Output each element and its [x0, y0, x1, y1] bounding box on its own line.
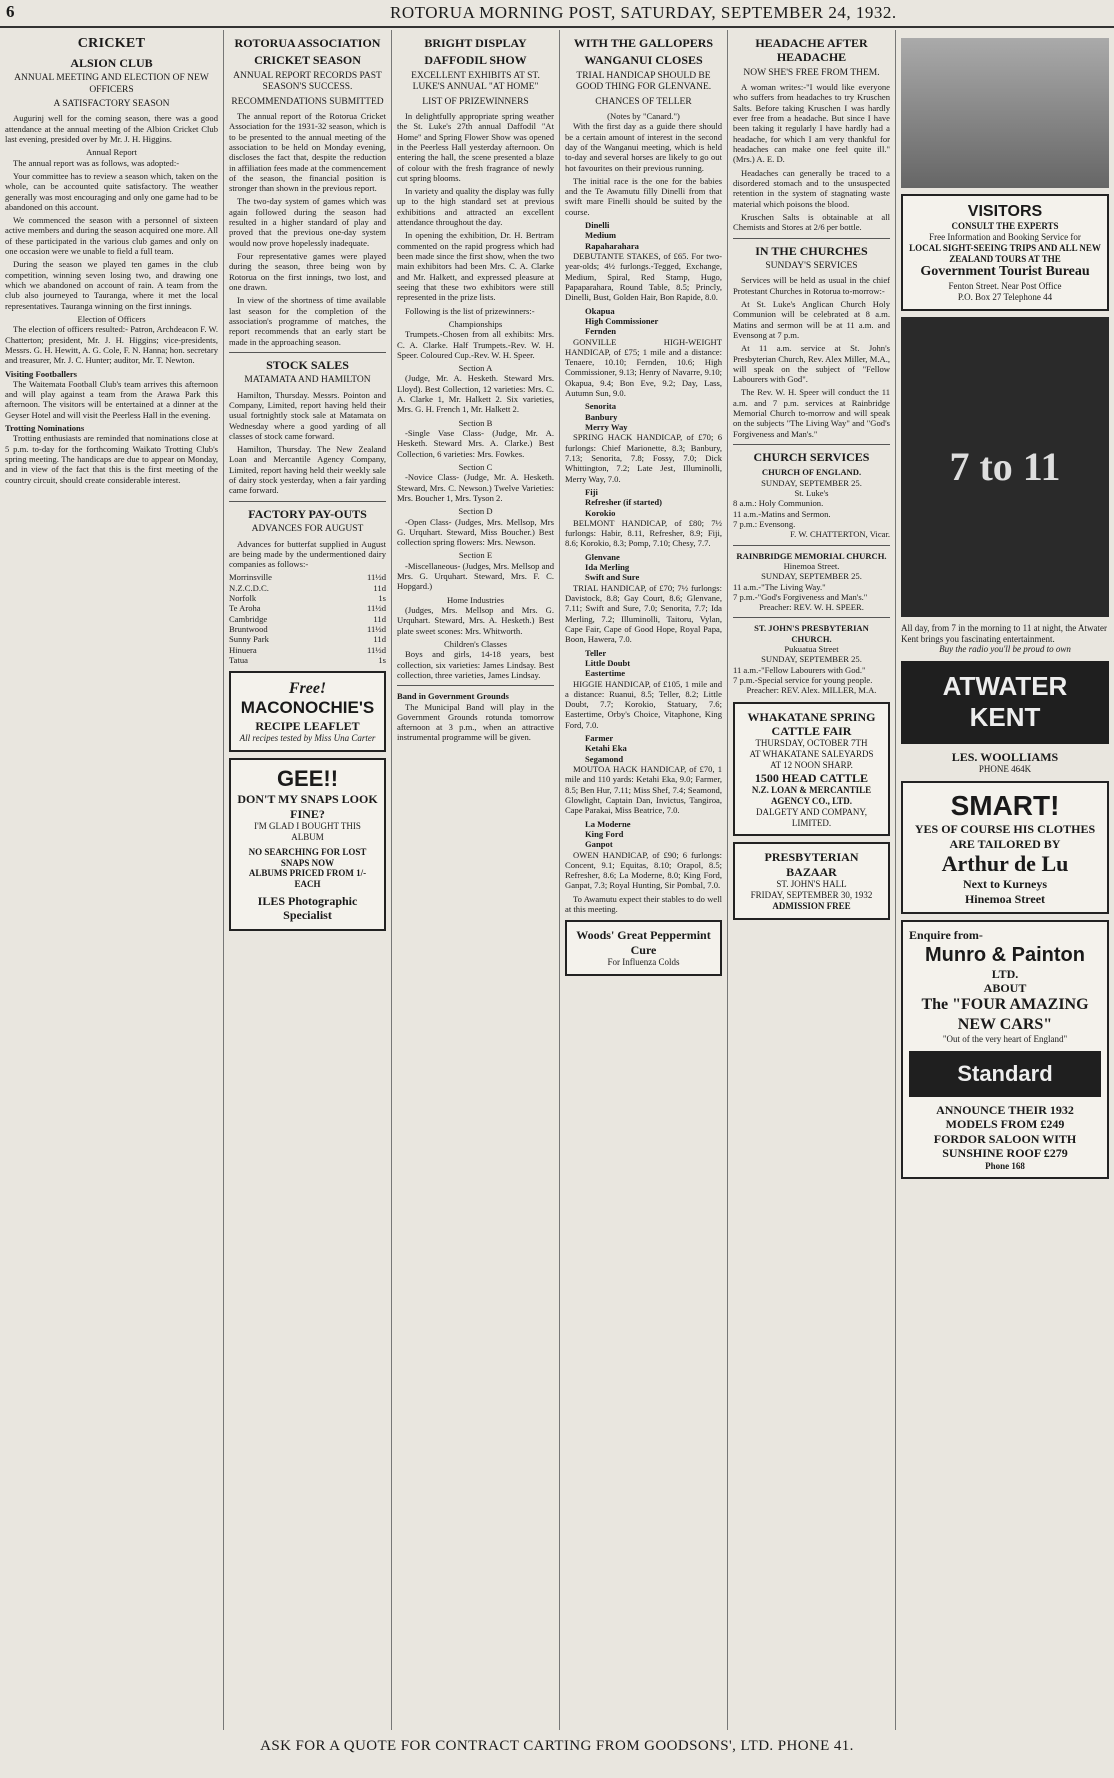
paragraph: The annual report was as follows, was adopted:- — [13, 157, 180, 168]
paragraph: OWEN HANDICAP, of £90; 6 furlongs: Concent, 9.1; Equitas, 8.10; Orapol, 8.5; Refresher, 8.6; La Moderne, 8.0; King Ford, Ganpat, 7.3; Royal Hunting, Sir Pombal, 7.0. — [565, 849, 722, 891]
visitors-ad — [901, 194, 1109, 311]
paragraph: Augurinj well for the coming season, there was a good attendance at the annual meeting of the Albion Cricket Club last evening, presided over by Mr. J. H. Higgins. — [5, 113, 218, 144]
church-st-johns: ST. JOHN'S PRESBYTERIAN CHURCH. — [754, 623, 869, 644]
paragraph: DEBUTANTE STAKES, of £65. For two-year-olds; 4½ furlongs.-Tegged, Exchange, Medium, Spiral, Red Stamp, Hugo, Papaparahara, Round Table, 8.5; Princly, Dinelli, Bust, Golden Hair, Bon Rapide, 8.0. — [565, 251, 722, 303]
paragraph: Hamilton, Thursday. Messrs. Pointon and Company, Limited, report having held their usual fortnightly stock sale at Matamata on Wednesday where a good yarding of all classes of stock came forward. — [229, 389, 386, 441]
pick: Farmer — [585, 733, 614, 744]
picks-list — [565, 733, 722, 764]
paragraph: -Novice Class- (Judge, Mr. A. Hesketh. Steward, Mrs. C. Newson.) Twelve Varieties: Mrs. Boucher 1, Mrs. Tyson 2. — [397, 472, 554, 503]
section-label: Election of Officers — [77, 313, 146, 324]
paragraph: We commenced the season with a personnel of sixteen active members and during the season acquired one more. All of these participated in the various club games and only on one occasion were we unable to field a full team. — [5, 215, 218, 257]
paragraph: Kruschen Salts is obtainable at all Chemists and Stores at 2/6 per bottle. — [733, 211, 890, 233]
paragraph: Advances for butterfat supplied in August are being made by the undermentioned dairy companies as follows:- — [229, 538, 386, 570]
headline-association: ROTORUA ASSOCIATION — [234, 36, 381, 50]
payout-name: Cambridge — [229, 613, 268, 624]
pick: Dinelli — [585, 220, 610, 231]
atwater-seller: LES. WOOLLIAMS — [951, 749, 1059, 764]
ad-maconochie: MACONOCHIE'S — [240, 698, 375, 718]
pick: High Commissioner — [585, 315, 659, 326]
ad-gee: GEE!! — [276, 766, 339, 792]
standard-brand: Standard — [957, 1060, 1053, 1086]
munro-ad — [901, 920, 1109, 1179]
picks-list — [565, 819, 722, 850]
paragraph: The Waitemata Football Club's team arrives this afternoon and will play against a team from the Arawa Park this afternoon. The visitors will be entertained at a dinner at the Geyser Hotel and will visit the Peerless Hall in the evening. — [5, 378, 218, 420]
bazaar-heading: PRESBYTERIAN BAZAAR — [764, 850, 859, 879]
preacher: Preacher: REV. W. H. SPEER. — [759, 602, 864, 613]
munro-tagline: "Out of the very heart of England" — [942, 1033, 1068, 1044]
cattle-fair-notice — [733, 702, 890, 837]
section-label: Section D — [458, 506, 493, 517]
masthead-title: ROTORUA MORNING POST, SATURDAY, SEPTEMBER 24, 1932. — [390, 3, 897, 22]
pick: Little Doubt — [585, 657, 631, 668]
payout-rate: 11d — [373, 613, 386, 624]
church-date: SUNDAY, SEPTEMBER 25. — [761, 477, 862, 488]
headline-bright-display: BRIGHT DISPLAY — [424, 36, 527, 50]
payout-row — [229, 634, 386, 644]
payout-row — [229, 655, 386, 665]
masthead — [0, 0, 1114, 28]
pick: Medium — [585, 230, 617, 241]
payout-name: Norfolk — [229, 593, 257, 604]
deck-season: A SATISFACTORY SEASON — [53, 98, 170, 109]
tourist-bureau-photo — [901, 38, 1109, 188]
visitors-heading: VISITORS — [967, 203, 1043, 220]
payout-rate: 1s — [378, 654, 386, 665]
picks-list — [565, 648, 722, 679]
picks-list — [565, 401, 722, 432]
paragraph: The initial race is the one for the babies and the Te Awamutu filly Dinelli from that swift mare Finelli should be suited by the course. — [565, 175, 722, 217]
ad-recipe: RECIPE LEAFLET — [255, 718, 360, 733]
paragraph: To Awamutu expect their stables to do well at this meeting. — [565, 893, 722, 915]
preacher: Preacher: REV. Alex. MILLER, M.A. — [746, 685, 877, 696]
payout-rate: 11½d — [366, 572, 386, 583]
divider — [229, 352, 386, 353]
subhead-advances: ADVANCES FOR AUGUST — [251, 524, 364, 535]
bureau-name: Government Tourist Bureau — [920, 264, 1090, 280]
fair-date: THURSDAY, OCTOBER 7TH — [755, 738, 868, 749]
picks-list — [565, 552, 722, 583]
pick: Fernden — [585, 326, 617, 337]
bazaar-notice — [733, 842, 890, 919]
service-line: 7 p.m.: Evensong. — [733, 518, 796, 529]
paragraph: At St. Luke's Anglican Church Holy Communion will be celebrated at 8 a.m. Matins and sermon will be at 11 a.m. and Evensong at 7 p.m. — [733, 298, 890, 340]
paragraph: Your committee has to review a season which, taken on the whole, can be accounted quite satisfactory. The weather generally was most encouraging and only one game had to be abandoned on this account. — [5, 170, 218, 212]
column-ads — [896, 30, 1114, 1730]
visitors-sub: CONSULT THE EXPERTS — [951, 221, 1059, 232]
section-label: Championships — [448, 318, 503, 329]
pick: Banbury — [585, 411, 618, 422]
divider — [733, 545, 890, 546]
munro-ltd: LTD. — [991, 966, 1019, 981]
paragraph: Headaches can generally be traced to a disordered stomach and to the unsuspected retention in the system of stagnating waste material which poisons the blood. — [733, 167, 890, 209]
ad-albums: ALBUMS PRICED FROM 1/- EACH — [248, 868, 367, 890]
section-label: Section C — [458, 461, 493, 472]
bazaar-date: FRIDAY, SEPTEMBER 30, 1932 — [750, 889, 873, 900]
payout-name: N.Z.C.D.C. — [229, 582, 269, 593]
service-line: 11 a.m.-Matins and Sermon. — [733, 508, 831, 519]
munro-phone: Phone 168 — [985, 1160, 1025, 1171]
bazaar-admission: ADMISSION FREE — [772, 900, 851, 911]
section-label: Section E — [458, 550, 493, 561]
bazaar-place: ST. JOHN'S HALL — [776, 879, 847, 890]
pick: Merry Way — [585, 422, 628, 433]
service-line: 7 p.m.-Special service for young people. — [733, 675, 873, 686]
section-label: Section B — [458, 417, 493, 428]
pick: Swift and Sure — [585, 572, 640, 583]
column-daffodil — [392, 30, 560, 1730]
munro-enquire: Enquire from- — [909, 928, 983, 943]
pick: Rapaharahara — [585, 240, 639, 251]
deck-meeting: ANNUAL MEETING AND ELECTION OF NEW OFFICERS — [14, 73, 209, 95]
pick: Ketahi Eka — [585, 743, 627, 754]
divider — [733, 238, 890, 239]
ad-woods-sub: For Influenza Colds — [607, 957, 680, 968]
payout-name: Te Aroha — [229, 603, 261, 614]
payout-name: Bruntwood — [229, 624, 268, 635]
pick: Teller — [585, 647, 607, 658]
paragraph: BELMONT HANDICAP, of £80; 7½ furlongs: Habir, 8.11, Refresher, 8.9; Fiji, 8.6; Korokio, 8.3; Pomp, 7.10; Chesy, 7.7. — [565, 517, 722, 549]
headline-gallopers: WITH THE GALLOPERS — [573, 36, 714, 50]
headline-churches: IN THE CHURCHES — [755, 243, 868, 258]
payout-rate: 11½d — [366, 644, 386, 655]
pick: La Moderne — [585, 818, 631, 829]
section-label: Visiting Footballers — [5, 368, 78, 379]
footer-ad: ASK FOR A QUOTE FOR CONTRACT CARTING FROM GOODSONS', LTD. PHONE 41. — [260, 1738, 854, 1754]
paragraph: TRIAL HANDICAP, of £70; 7½ furlongs: Davistock, 8.8; Gay Court, 8.6; Glenvane, 7.11; Swift and Sure, 7.0; Senorita, 7.7; Ida Merling, 7.2; Illuminolli, Taitoru, Vylan, Cape Fair, Cape of Good Hope, Royal Papa, Boon, Hawera, 7.0. — [565, 582, 722, 645]
ad-woods: Woods' Great Peppermint Cure — [576, 928, 711, 957]
paragraph: In variety and quality the display was fully up to the high standard set at previous exhibitions and attracted an excellent attendance throughout the day. — [397, 186, 554, 228]
subhead-daffodil: DAFFODIL SHOW — [424, 53, 527, 68]
divider — [397, 685, 554, 686]
divider — [229, 501, 386, 502]
deck-prizewinners: LIST OF PRIZEWINNERS — [422, 96, 529, 107]
paragraph: Trumpets.-Chosen from all exhibits: Mrs. C. A. Clarke. Half Trumpets.-Rev. W. H. Speer. Coloured Cup.-Rev. W. H. Speer. — [397, 329, 554, 360]
munro-brand: Munro & Painton — [925, 943, 1085, 966]
atwater-tagline: Buy the radio you'll be proud to own — [939, 644, 1071, 655]
section-label: Children's Classes — [444, 638, 507, 649]
church-date: SUNDAY, SEPTEMBER 25. — [761, 571, 862, 582]
deck-free: NOW SHE'S FREE FROM THEM. — [743, 67, 880, 78]
atwater-phone: PHONE 464K — [978, 763, 1032, 774]
ad-iles: ILES Photographic Specialist — [257, 893, 358, 923]
atwater-brand: ATWATER KENT — [942, 671, 1068, 733]
paragraph: Hamilton, Thursday. The New Zealand Loan and Mercantile Agency Company, Limited, report having held their weekly sale of dairy stock yesterday, when a fair yarding came forward. — [229, 444, 386, 496]
paragraph: In delightfully appropriate spring weather the St. Luke's 27th annual Daffodil "At Home" and Spring Flower Show was opened in the Peerless Hall yesterday afternoon. On entering the hall, the scene presented a blaze of colour with the fresh fragrance of newly cut spring blooms. — [397, 110, 554, 183]
paragraph: The annual report of the Rotorua Cricket Association for the 1931-32 season, which is to be presented to the annual meeting of the association to be held on Monday evening, discloses the fact that, despite the reduction in affiliation fees made at the commencement of the season, the financial position is stronger than shown in the previous report. — [229, 110, 386, 194]
iles-ad — [229, 758, 386, 931]
pick: Refresher (if started) — [585, 497, 662, 508]
paragraph: The Rev. W. H. Speer will conduct the 11 a.m. and 7 p.m. services at Rainbridge Memorial Church to-morrow and will speak on the subjects "The Living Way" and "God's Forgiveness and Man's." — [733, 387, 890, 439]
church-rainbridge: RAINBRIDGE MEMORIAL CHURCH. — [736, 550, 887, 561]
payout-rate: 11d — [373, 634, 386, 645]
pick: Eastertime — [585, 668, 626, 679]
section-label: Home Industries — [446, 594, 505, 605]
column-gallopers — [560, 30, 728, 1730]
subhead-wanganui: WANGANUI CLOSES — [584, 53, 703, 68]
smart-street: Hinemoa Street — [964, 891, 1046, 906]
payout-rate: 11½d — [366, 603, 386, 614]
deck-annual-report: ANNUAL REPORT RECORDS PAST SEASON'S SUCCESS. — [233, 70, 382, 93]
paragraph: (Judges, Mrs. Mellsop and Mrs. G. Urquhart. Steward, Mrs. A. Hesketh.) Best plate sweet scones: Mrs. Whitworth. — [397, 605, 554, 636]
church-england: CHURCH OF ENGLAND. — [761, 467, 862, 478]
visitors-text: Free Information and Booking Service for — [929, 231, 1081, 242]
paragraph: Following is the list of prizewinners:- — [405, 305, 535, 316]
pick: Glenvane — [585, 551, 620, 562]
paragraph: GONVILLE HIGH-WEIGHT HANDICAP, of £75; 1 mile and a distance: Tenaere, 10.10; Fernden, 10.6; High Commissioner, 9.13; Henry of Navarre, 9.10; Okapua, 9.4; Bon Eve, 9.2; Day, Lass, Autumn Sun, 9.0. — [565, 336, 722, 399]
column-headache-churches — [728, 30, 896, 1730]
fair-agent2: DALGETY AND COMPANY, LIMITED. — [756, 806, 867, 828]
divider — [733, 444, 890, 445]
pick: Korokio — [585, 507, 616, 518]
headline-stock-sales: STOCK SALES — [266, 357, 349, 372]
subhead-sunday: SUNDAY'S SERVICES — [765, 260, 858, 271]
payout-row — [229, 583, 386, 593]
headline-cricket: CRICKET — [77, 36, 146, 51]
church-place: Hinemoa Street. — [783, 560, 840, 571]
smart-address: Next to Kurneys — [963, 877, 1047, 892]
paragraph: In view of the shortness of time available last season for the completion of the association's programme of matches, the report recommends that an early start be made in the approaching season. — [229, 295, 386, 347]
vicar: F. W. CHATTERTON, Vicar. — [790, 529, 890, 540]
atwater-illustration: 7 to 11 — [901, 317, 1109, 617]
headline-headache: HEADACHE AFTER HEADACHE — [755, 36, 868, 65]
paragraph: The two-day system of games which was again followed during the season had resulted in a higher standard of play and proved that the previous one-day system would now prove hopelessly inadequate. — [229, 196, 386, 248]
payout-name: Hinuera — [229, 644, 257, 655]
fordor-text: FORDOR SALOON WITH SUNSHINE ROOF £279 — [933, 1131, 1077, 1161]
ad-nosearch: NO SEARCHING FOR LOST SNAPS NOW — [248, 846, 367, 868]
paragraph: The Municipal Band will play in the Government Grounds rotunda tomorrow afternoon at 3 p.m., when an attractive instrumental programme will be given. — [397, 701, 554, 743]
paragraph: Boys and girls, 14-18 years, best collection, six varieties: James Lindsay. Best collection, three varieties, James Lindsay. — [397, 649, 554, 680]
paragraph: Four representative games were played during the season, three being won by Rotorua on the first innings, two lost, and one drawn. — [229, 251, 386, 292]
pick: King Ford — [585, 828, 624, 839]
visitors-text2: LOCAL SIGHT-SEEING TRIPS AND ALL NEW ZEALAND TOURS AT THE — [909, 242, 1101, 264]
standard-logo — [909, 1051, 1101, 1097]
ad-snaps: DON'T MY SNAPS LOOK FINE? — [237, 792, 378, 821]
paragraph: The election of officers resulted:- Patron, Archdeacon F. W. Chatterton; president, Mr. J. H. Higgins; vice-presidents, Messrs. G. H. Hewitt, A. G. Cole, F. N. Hanna; hon. secretary and treasurer, Mr. J. C. Hunter; auditor, Mr. T. Newton. — [5, 324, 218, 366]
church-place: Pukuatua Street — [784, 644, 839, 655]
smart-heading: SMART! — [950, 789, 1060, 821]
deck-teller: CHANCES OF TELLER — [595, 96, 692, 107]
payout-list — [229, 572, 386, 665]
fair-agent: N.Z. LOAN & MERCANTILE AGENCY CO., LTD. — [751, 785, 872, 807]
service-line: 8 a.m.: Holy Communion. — [733, 498, 824, 509]
column-cricket — [0, 30, 224, 1730]
payout-name: Morrinsville — [229, 572, 272, 583]
pick: Senorita — [585, 401, 617, 412]
paragraph: Trotting enthusiasts are reminded that nominations close at 5 p.m. to-day for the forthcoming Waikato Trotting Club's spring meeting. The handicaps are due to appear on Monday, and in view of the fact that this is the first meeting of the country circuit, should create considerable interest. — [5, 433, 218, 485]
munro-cars: The "FOUR AMAZING NEW CARS" — [921, 996, 1089, 1033]
paragraph: -Open Class- (Judges, Mrs. Mellsop, Mrs G. Urquhart. Steward, Miss Boucher.) Best collection spring flowers: Mrs. Newson. — [397, 516, 554, 548]
paragraph: MOUTOA HACK HANDICAP, of £70, 1 mile and 110 yards: Ketahi Eka, 9.0; Farmer, 8.5; Ben Hur, 7.11; Miss Shef, 7.4; Seamond, Glowlight, Captain Dan, Invictus, Tangiroa, Cape Parakai, Miss Beatrice, 7.0. — [565, 764, 722, 816]
headline-church-services: CHURCH SERVICES — [753, 450, 870, 465]
column-association — [224, 30, 392, 1730]
woods-ad — [565, 920, 722, 976]
picks-list — [565, 306, 722, 337]
paragraph: -Single Vase Class- (Judge, Mr. A. Hesketh. Steward Mrs. A. Clarke.) Best Collection, 6 varieties: Mrs. Fowkes. — [397, 428, 554, 459]
paragraph: In opening the exhibition, Dr. H. Bertram commented on the rapid progress which had been made since the first show, when the two main exhibitors had been Mrs. C. A. Clarke and Mr. Halkett, and expressed pleasure at seeing that these two exhibitors were still represented in the prize lists. — [397, 230, 554, 303]
payout-row — [229, 614, 386, 624]
smart-ad — [901, 781, 1109, 915]
fair-count: 1500 HEAD CATTLE — [754, 770, 869, 785]
paragraph: SPRING HACK HANDICAP, of £70; 6 furlongs: Chief Marionette, 8.3; Banbury, 7.13; Senorita, 7.8; Fossy, 7.0; Dick Whittington, 7.2; Late Jest, Illuminolli, Merry Way, 7.0. — [565, 432, 722, 484]
section-label: Section A — [458, 363, 493, 374]
maconochie-ad — [229, 671, 386, 752]
paragraph: At 11 a.m. service at St. John's Presbyterian Church, Rev. Alex Miller, M.A., will speak on the subject of "Fellow Labourers with God". — [733, 343, 890, 385]
fair-place: AT WHAKATANE SALEYARDS — [749, 749, 874, 760]
headline-factory-payouts: FACTORY PAY-OUTS — [248, 506, 367, 521]
payout-rate: 11d — [373, 582, 386, 593]
service-line: 11 a.m.-"The Living Way." — [733, 581, 826, 592]
bureau-address: Fenton Street. Near Post Office — [948, 281, 1062, 292]
ad-glad: I'M GLAD I BOUGHT THIS ALBUM — [254, 821, 361, 842]
byline: (Notes by "Canard.") — [607, 110, 680, 121]
payout-name: Tatua — [229, 654, 248, 665]
fair-heading: WHAKATANE SPRING CATTLE FAIR — [747, 709, 876, 739]
smart-brand: Arthur de Lu — [941, 851, 1069, 877]
service-line: 11 a.m.-"Fellow Labourers with God." — [733, 664, 866, 675]
fair-time: AT 12 NOON SHARP. — [770, 760, 853, 771]
paragraph: Services will be held as usual in the chief Protestant Churches in Rotorua to-morrow:- — [733, 275, 890, 296]
page-number: 6 — [6, 2, 15, 21]
deck-exhibits: EXCELLENT EXHIBITS AT ST. LUKE'S ANNUAL "AT HOME" — [411, 70, 540, 93]
church-date: SUNDAY, SEPTEMBER 25. — [761, 654, 862, 665]
atwater-text: All day, from 7 in the morning to 11 at night, the Atwater Kent brings you fascinating entertainment. — [901, 622, 1108, 644]
pick: Ganpot — [585, 839, 613, 850]
paragraph: HIGGIE HANDICAP, of £105, 1 mile and a distance: Ruanui, 8.5; Teller, 8.2; Little Doubt, 7.7; Korokio, Statuary, 7.6; Eastertime, Orby's Choice, Vitaphone, King Ford, 7.0. — [565, 678, 722, 730]
service-line: 7 p.m.-"God's Forgiveness and Man's." — [733, 591, 868, 602]
subhead-cricket-season: CRICKET SEASON — [254, 53, 361, 68]
ad-free: Free! — [288, 680, 327, 698]
pick: Segamond — [585, 753, 624, 764]
band-heading: Band in Government Grounds — [397, 691, 509, 702]
paragraph: -Miscellaneous- (Judges, Mrs. Mellsop and Mrs. G. Urquhart. Steward, Mrs. F. C. Hopgard.) — [397, 560, 554, 592]
payout-row — [229, 593, 386, 603]
deck-recommendations: RECOMMENDATIONS SUBMITTED — [231, 96, 384, 107]
paragraph: (Judge, Mr. A. Hesketh. Steward Mrs. Lloyd). Best Collection, 12 varieties: Mrs. C. A. Clarke 1, Mr. Halkett 2. Six varieties, Mrs. G. H. French 1, Mr. Halkett 2. — [397, 373, 554, 415]
payout-name: Sunny Park — [229, 634, 269, 645]
church-place: St. Luke's — [794, 488, 829, 499]
standard-text: ANNOUNCE THEIR 1932 MODELS FROM £249 — [936, 1103, 1074, 1132]
deck-trial: TRIAL HANDICAP SHOULD BE GOOD THING FOR GLENVANE. — [575, 70, 712, 93]
picks-list — [565, 487, 722, 518]
payout-rate: 11½d — [366, 624, 386, 635]
divider — [733, 617, 890, 618]
section-label: Trotting Nominations — [5, 423, 85, 434]
pick: Okapua — [585, 305, 615, 316]
paragraph: A woman writes:-"I would like everyone who suffers from headaches to try Kruschen Salts. Before taking Kruschen I was hardly ever free from a headache. But since I have been taking it regularly I have hardly had a headache, for which I am very thankful for headaches can make one feel quite ill." (Mrs.) A. E. D. — [733, 82, 890, 165]
payout-row — [229, 572, 386, 582]
picks-list — [565, 220, 722, 251]
pick: Ida Merling — [585, 562, 630, 573]
munro-about: ABOUT — [983, 981, 1027, 996]
payout-rate: 1s — [378, 593, 386, 604]
bureau-box: P.O. Box 27 Telephone 44 — [957, 291, 1053, 302]
paragraph: With the first day as a guide there should be a certain amount of interest in the second day of the Wanganui meeting, which is held to-day and several horses are likely to go out hot favourites on their previous running. — [565, 121, 722, 173]
section-label: Annual Report — [86, 147, 137, 158]
paragraph: During the season we played ten games in the club competition, winning seven losing two, and drawing one which we abandoned on account of rain. A team from the club also journeyed to Tauranga, where it met the local representatives. Tauranga winning on the first innings. — [5, 259, 218, 311]
ad-recipe-sub: All recipes tested by Miss Una Carter — [239, 733, 376, 744]
payout-row — [229, 603, 386, 613]
subhead-matamata: MATAMATA AND HAMILTON — [244, 375, 371, 386]
pick: Fiji — [585, 486, 598, 497]
atwater-ad — [901, 661, 1109, 743]
payout-row — [229, 624, 386, 634]
smart-text: YES OF COURSE HIS CLOTHES ARE TAILORED BY — [914, 822, 1096, 851]
payout-row — [229, 645, 386, 655]
subhead-albion: ALSION CLUB — [70, 55, 153, 70]
